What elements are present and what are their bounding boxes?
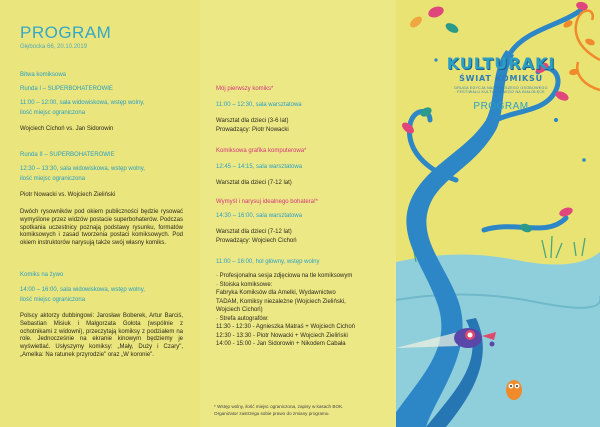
hero-host: Prowadzący: Wojciech Cichoń [216, 238, 297, 244]
hero-workshop: Warsztat dla dzieci (7-12 lat) [216, 229, 292, 235]
footnote: * Wstęp wolny, ilość miejsc ograniczona, zapisy w kasach BOK. [214, 404, 344, 409]
live-description: Polscy aktorzy dubbingowi: Jarosław Boberek, Artur Barciś, Sebastian Misiuk i Małgorzata Gołota (wspólnie z ochotnikami z widowni), przeczytają komiksy z podziałem na role. Jednocześnie na ekranie kinowym będziemy je wyświetlać. Usłyszymy komiksy: „Mały, Duży i Czary", „Amelka: Na ratunek przyrodzie" oraz „W koronie". [20, 313, 183, 358]
logo-tagline-2: FESTIWALU KULTURALNEGO NA BIAŁOŁĘCE [457, 90, 545, 94]
logo-subtitle: ŚWIAT KOMIKSU [459, 74, 543, 83]
round1-name: Runda I – SUPERBOHATEROWIE [20, 86, 113, 92]
list-item: 14:00 - 15:00 - Jan Sidorowin + Nikodem Cabała [216, 341, 346, 348]
list-item: Fabryka Komiksów dla Amelki, Wydawnictwo [216, 290, 336, 297]
live-limit: ilość miejsc ograniczona [20, 297, 86, 303]
round2-name: Runda II – SUPERBOHATEROWIE [20, 152, 115, 158]
hall-program-list [216, 272, 392, 349]
list-item: · Stoiska komiksowe: [216, 281, 273, 288]
digital-heading: Komiksowa grafika komputerowa* [216, 148, 307, 154]
live-time: 14:00 – 16:00, sala widowiskowa, wstęp wolny, [20, 287, 145, 293]
footnote-disclaimer: Organizator zastrzega sobie prawo do zmiany programu. [214, 411, 330, 416]
round2-time: 12:30 – 13:30, sala widowiskowa, wstęp wolny, [20, 166, 145, 172]
hero-heading: Wymyśl i narysuj idealnego bohatera!* [216, 199, 318, 205]
middle-panel [200, 0, 396, 427]
first-comic-workshop: Warsztat dla dzieci (3-6 lat) [216, 118, 289, 124]
list-item: 12:30 - 13:30 - Piotr Nowacki + Wojciech Zieliński [216, 332, 348, 339]
digital-workshop: Warsztat dla dzieci (7-12 lat) [216, 180, 292, 186]
cover-program-label: PROGRAM [473, 101, 529, 112]
list-item: · Profesjonalna sesja zdjęciowa na tle komiksowym [216, 273, 353, 279]
round2-limit: ilość miejsc ograniczona [20, 176, 86, 182]
first-comic-time: 11:00 – 12:30, sala warsztatowa [216, 102, 302, 108]
logo-tagline: DRUGA EDYCJA NAJWIĘKSZEGO OSOBOWEGO [454, 86, 548, 90]
page-title: PROGRAM [20, 23, 112, 42]
cover-panel [396, 0, 600, 427]
hall-time: 11:00 – 16:00, hol główny, wstęp wolny [216, 259, 320, 265]
list-item: 11:30 - 12:30 - Agnieszka Matraś + Wojciech Cichoń [216, 324, 356, 331]
address-date: Głębocka 66, 20.10.2019 [20, 44, 88, 50]
left-panel [0, 0, 200, 427]
logo-title: KULTURAKI [446, 54, 556, 73]
digital-time: 12:45 – 14:15, sala warsztatowa [216, 164, 303, 170]
first-comic-host: Prowadzący: Piotr Nowacki [216, 127, 289, 133]
owl [506, 380, 522, 400]
battle-heading: Bitwa komiksowa [20, 72, 67, 78]
hero-time: 14:30 – 16:00, sala warsztatowa [216, 213, 303, 219]
festival-logo [430, 56, 572, 112]
battle-description: Dwóch rysowników pod okiem publiczności będzie rysować wymyślone przez widzów postacie superbohaterów. Podczas spotkania uczestnicy poznają podstawy rysunku, formatów komiksowych i zasad tworzenia postaci komiksowych. Pod okiem instruktorów narysują także swój własny komiks. [20, 209, 183, 247]
round2-vs: Piotr Nowacki vs. Wojciech Zieliński [20, 192, 116, 198]
list-item: Wojciech Cichoń) [216, 307, 263, 314]
live-heading: Komiks na żywo [20, 272, 64, 278]
orange-branches [576, 11, 600, 90]
list-item: · Strefa autografów: [216, 315, 269, 322]
round1-vs: Wojciech Cichoń vs. Jan Sidorowin [20, 126, 114, 132]
first-comic-heading: Mój pierwszy komiks* [216, 86, 274, 92]
list-item: TADAM, Komiksy niezależne (Wojciech Zieliński, [216, 298, 346, 305]
round1-time: 11:00 – 12:00, sala widowiskowa, wstęp wolny, [20, 100, 145, 106]
round1-limit: ilość miejsc ograniczona [20, 110, 86, 116]
